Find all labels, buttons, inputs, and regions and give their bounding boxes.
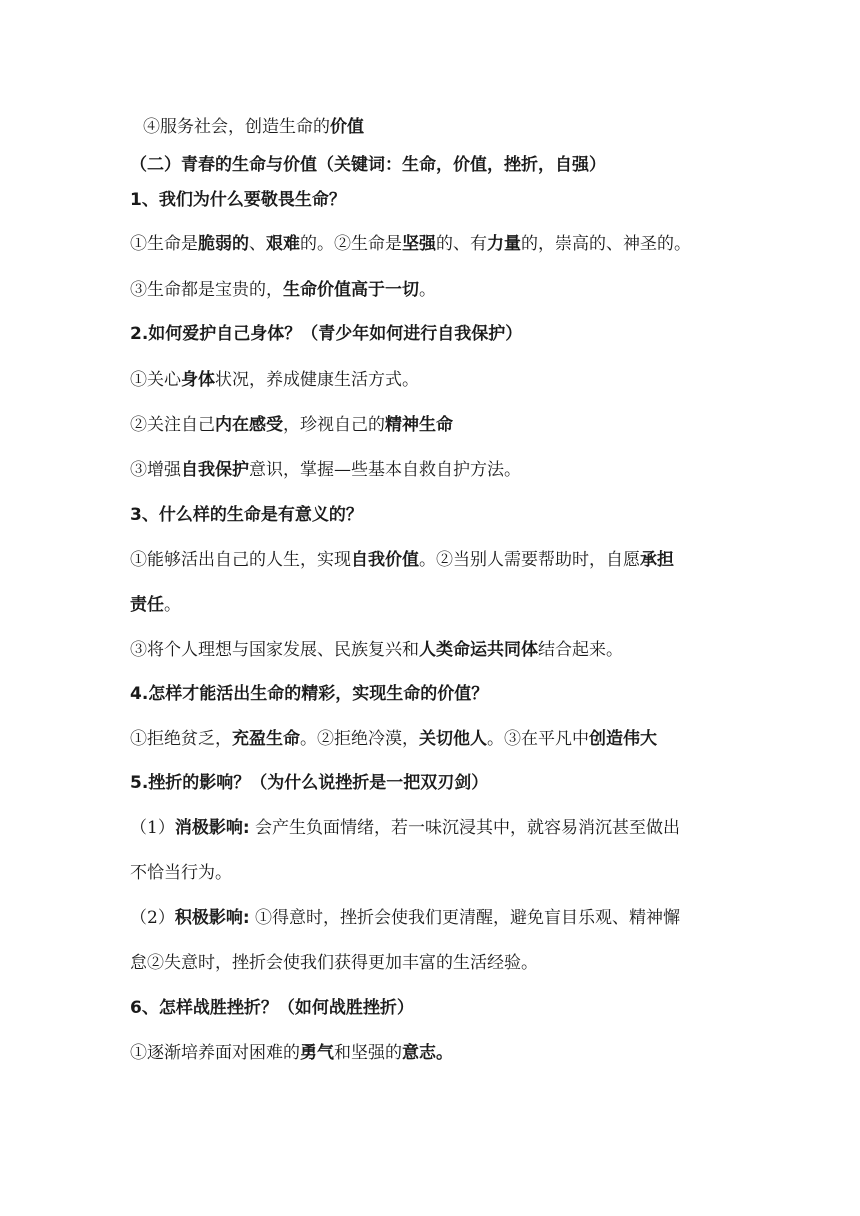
text: 的、有 — [436, 234, 487, 254]
list-item — [130, 548, 820, 572]
bold-text: 艰难 — [266, 234, 300, 254]
question-heading — [130, 996, 820, 1020]
text: （1） — [130, 818, 175, 838]
text: 结合起来。 — [538, 640, 623, 660]
list-item — [130, 1041, 820, 1065]
bold-text: 意志。 — [402, 1043, 453, 1063]
list-item-continuation — [130, 861, 820, 885]
text: 。 — [419, 280, 436, 300]
bold-text: 人类命运共同体 — [419, 640, 538, 660]
bold-text: 精神生命 — [385, 415, 453, 435]
question-heading — [130, 322, 820, 346]
list-item — [143, 115, 820, 139]
bold-text: 积极影响: — [174, 908, 250, 928]
list-item — [130, 727, 820, 751]
text: ②关注自己 — [130, 415, 215, 435]
bold-text: 自我价值 — [351, 550, 419, 570]
question-heading — [130, 503, 820, 527]
text: 会产生负面情绪，若一味沉浸其中，就容易消沉甚至做出 — [249, 818, 681, 838]
bold-text: 2.如何爱护自己身体？（青少年如何进行自我保护） — [130, 324, 523, 344]
text: 状况，养成健康生活方式。 — [215, 370, 419, 390]
text: （2） — [130, 908, 175, 928]
bold-text: 脆弱的 — [198, 234, 249, 254]
list-item — [130, 278, 820, 302]
bold-text: 身体 — [181, 370, 215, 390]
text: ①关心 — [130, 370, 181, 390]
bold-text: （二）青春的生命与价值（关键词：生命，价值，挫折，自强） — [130, 155, 606, 175]
text: 。 — [164, 595, 181, 615]
bold-text: 5.挫折的影响？（为什么说挫折是一把双刃剑） — [130, 773, 489, 793]
text: ④服务社会，创造生命的 — [143, 117, 330, 137]
text: 不恰当行为。 — [130, 863, 232, 883]
text: 。②拒绝冷漠， — [300, 729, 419, 749]
bold-text: 消极影响: — [174, 818, 250, 838]
text: 和坚强的 — [334, 1043, 402, 1063]
text: 意识，掌握—些基本自救自护方法。 — [249, 460, 521, 480]
list-item — [130, 458, 820, 482]
bold-text: 价值 — [330, 117, 364, 137]
text: 的。②生命是 — [300, 234, 402, 254]
list-item — [130, 638, 820, 662]
text: ①拒绝贫乏， — [130, 729, 232, 749]
bold-text: 自我保护 — [181, 460, 249, 480]
bold-text: 6、怎样战胜挫折？（如何战胜挫折） — [130, 998, 414, 1018]
list-item — [130, 232, 820, 256]
bold-text: 坚强 — [402, 234, 436, 254]
list-item-continuation — [130, 951, 820, 975]
text: 。②当别人需要帮助时，自愿 — [419, 550, 640, 570]
question-heading — [130, 771, 820, 795]
bold-text: 4.怎样才能活出生命的精彩，实现生命的价值？ — [130, 684, 489, 704]
text: ①逐渐培养面对困难的 — [130, 1043, 300, 1063]
bold-text: 内在感受 — [215, 415, 283, 435]
list-item-continuation — [130, 593, 820, 617]
text: ③将个人理想与国家发展、民族复兴和 — [130, 640, 419, 660]
text: ①能够活出自己的人生，实现 — [130, 550, 351, 570]
bold-text: 责任 — [130, 595, 164, 615]
text: ③生命都是宝贵的， — [130, 280, 283, 300]
list-item — [130, 816, 820, 840]
bold-text: 3、什么样的生命是有意义的？ — [130, 505, 363, 525]
bold-text: 关切他人 — [419, 729, 487, 749]
list-item — [130, 906, 820, 930]
list-item — [130, 413, 820, 437]
bold-text: 承担 — [640, 550, 674, 570]
bold-text: 1、我们为什么要敬畏生命？ — [130, 190, 346, 210]
list-item — [130, 368, 820, 392]
question-heading — [130, 682, 820, 706]
text: ①生命是 — [130, 234, 198, 254]
text: 。③在平凡中 — [487, 729, 589, 749]
text: ①得意时，挫折会使我们更清醒，避免盲目乐观、精神懈 — [249, 908, 681, 928]
text: ，珍视自己的 — [283, 415, 385, 435]
bold-text: 充盈生命 — [232, 729, 300, 749]
text: 、 — [249, 234, 266, 254]
bold-text: 创造伟大 — [589, 729, 657, 749]
bold-text: 生命价值高于一切 — [283, 280, 419, 300]
text: 怠②失意时，挫折会使我们获得更加丰富的生活经验。 — [130, 953, 538, 973]
section-heading — [130, 153, 820, 177]
bold-text: 力量 — [487, 234, 521, 254]
text: ③增强 — [130, 460, 181, 480]
bold-text: 勇气 — [300, 1043, 334, 1063]
question-heading — [130, 188, 820, 212]
text: 的，崇高的、神圣的。 — [521, 234, 691, 254]
